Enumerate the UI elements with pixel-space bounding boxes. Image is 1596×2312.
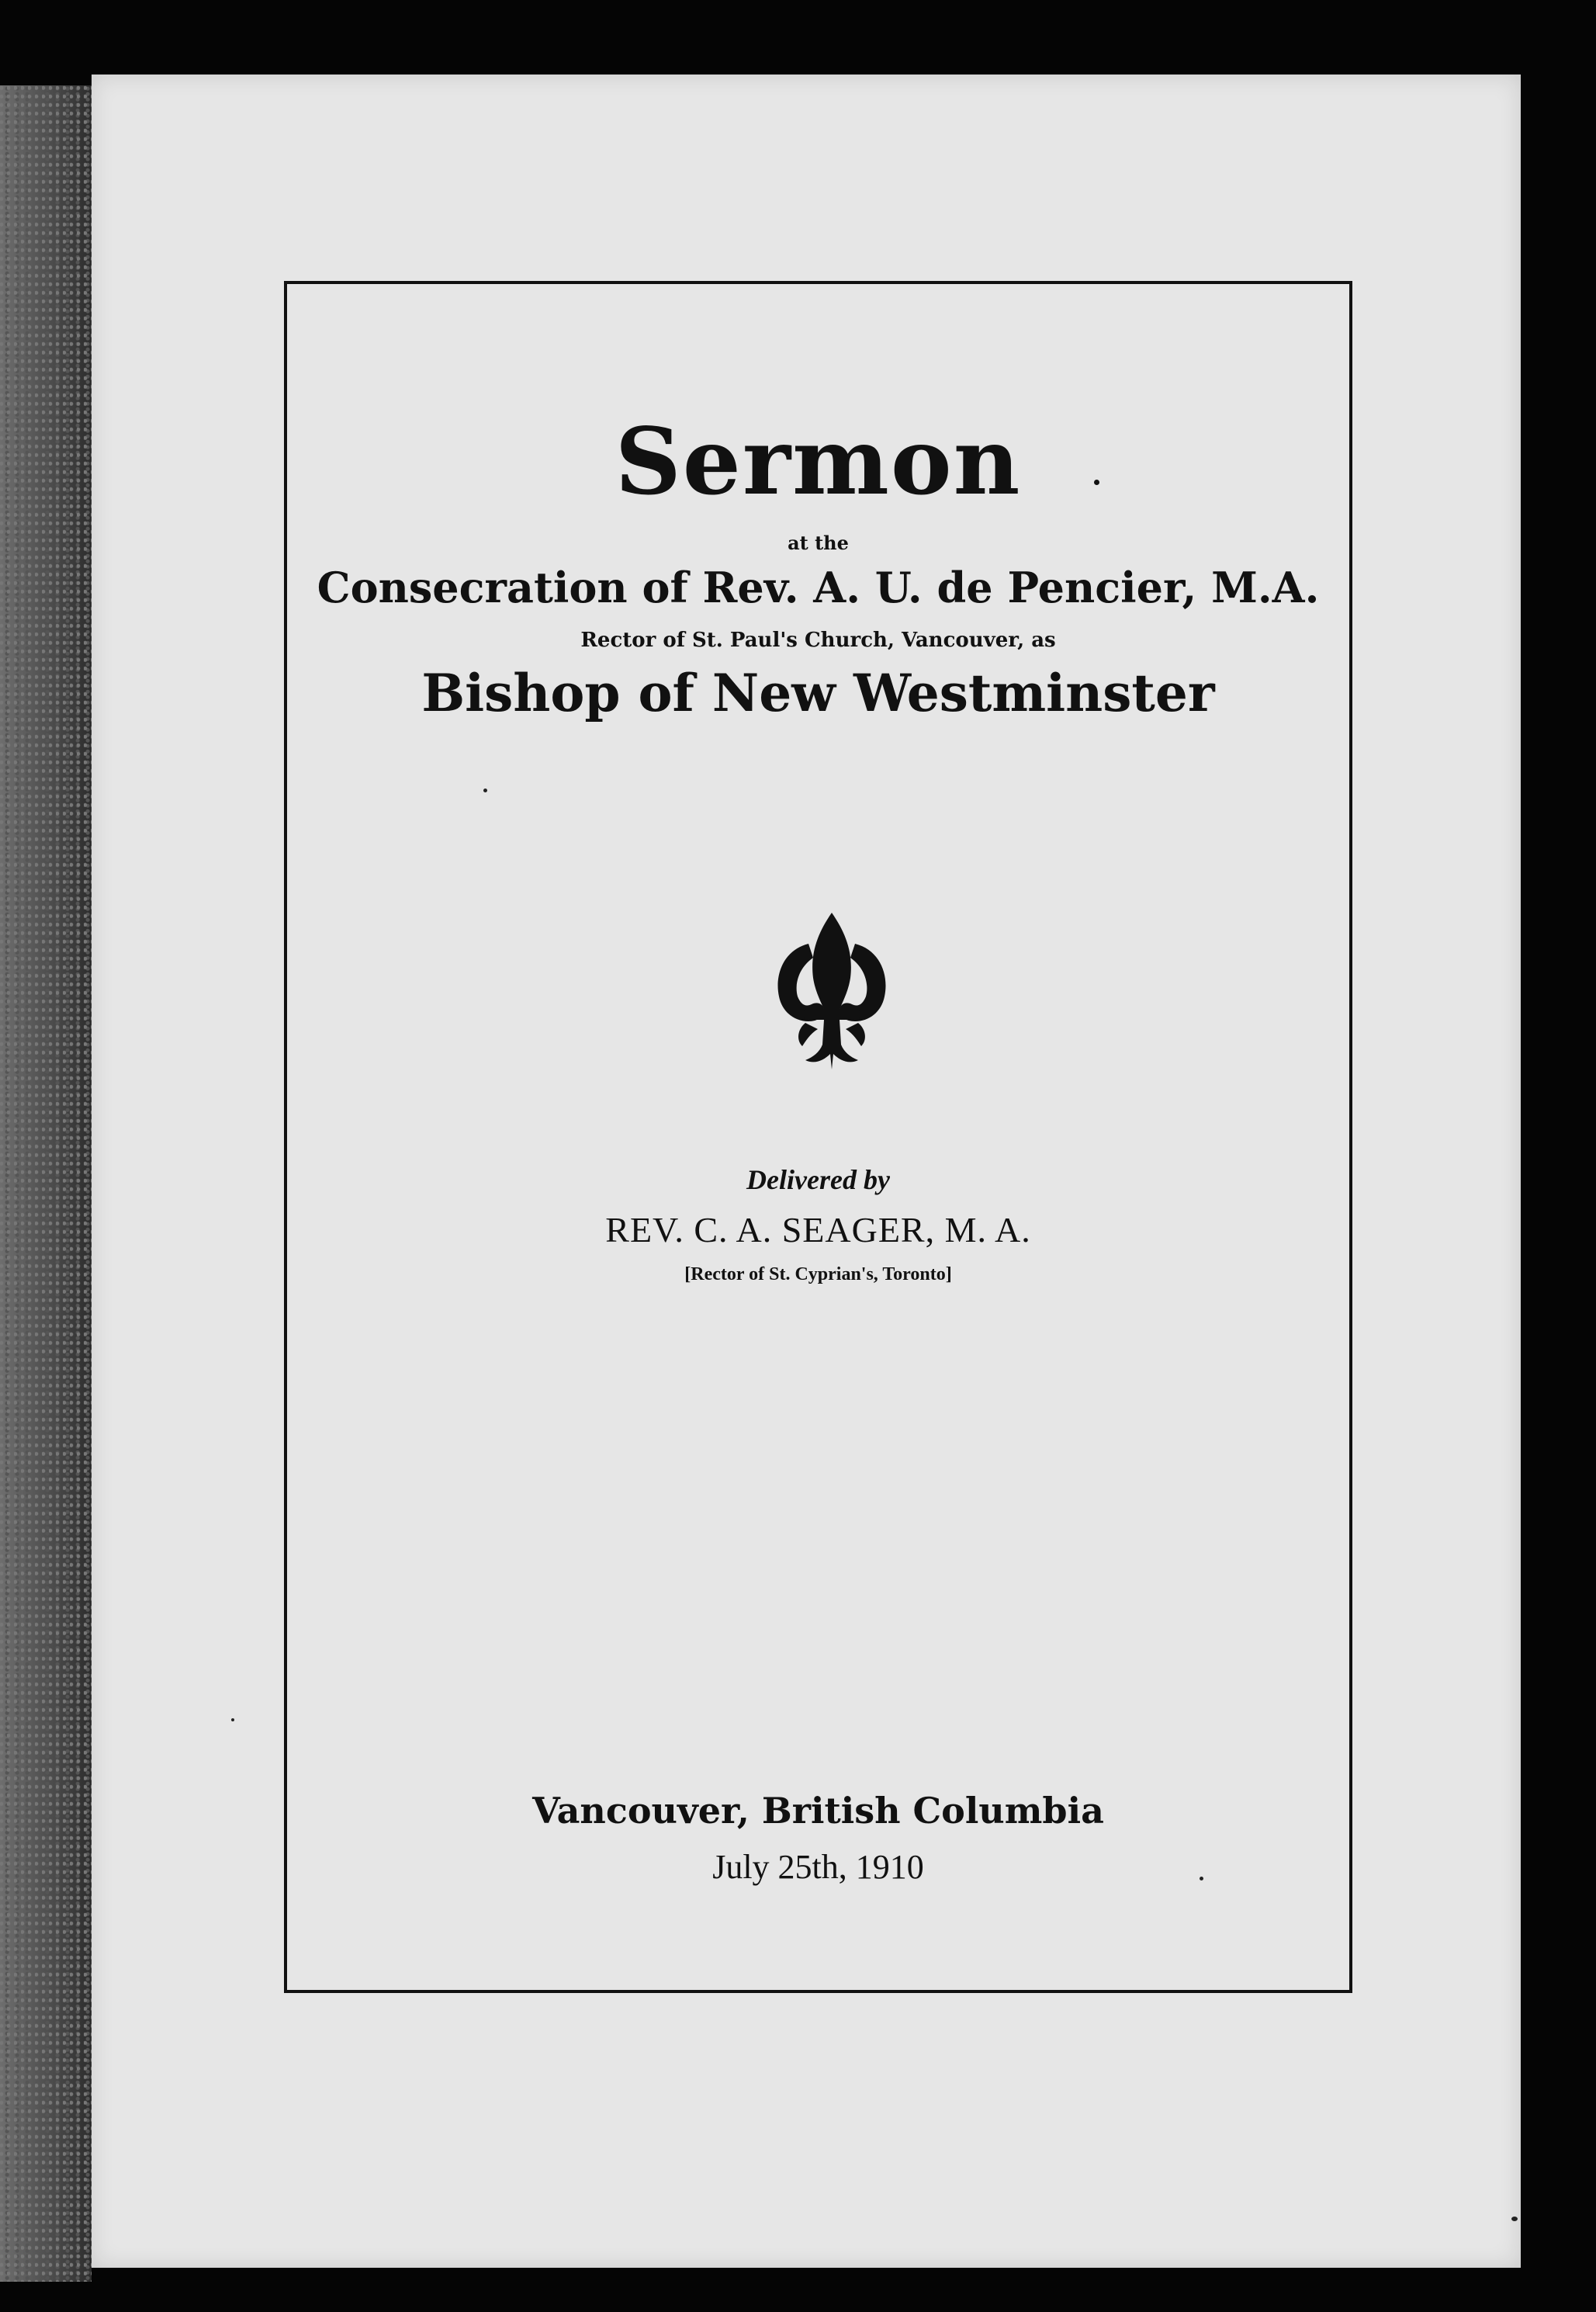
connector-text: at the	[788, 532, 849, 554]
publication-date: July 25th, 1910	[712, 1848, 924, 1886]
publication-place: Vancouver, British Columbia	[532, 1790, 1104, 1832]
office-title: Bishop of New Westminster	[421, 663, 1215, 723]
speaker-role: [Rector of St. Cyprian's, Toronto]	[684, 1264, 952, 1284]
cover-border-frame	[284, 281, 1352, 1993]
binding-edge	[0, 85, 92, 2282]
paper-speck	[483, 789, 487, 792]
occasion-line: Consecration of Rev. A. U. de Pencier, M.A.	[317, 563, 1320, 612]
delivered-by-label: Delivered by	[746, 1164, 890, 1195]
paper-speck	[1511, 2217, 1518, 2221]
document-title: Sermon	[615, 407, 1022, 515]
paper-speck	[231, 1718, 234, 1721]
ink-dot	[1094, 480, 1099, 485]
paper-speck	[1200, 1877, 1203, 1880]
pamphlet-cover	[92, 75, 1521, 2268]
fleur-de-lis-icon	[774, 913, 889, 1069]
subject-role-line: Rector of St. Paul's Church, Vancouver, as	[580, 629, 1056, 652]
speaker-name: REV. C. A. SEAGER, M. A.	[605, 1210, 1031, 1250]
